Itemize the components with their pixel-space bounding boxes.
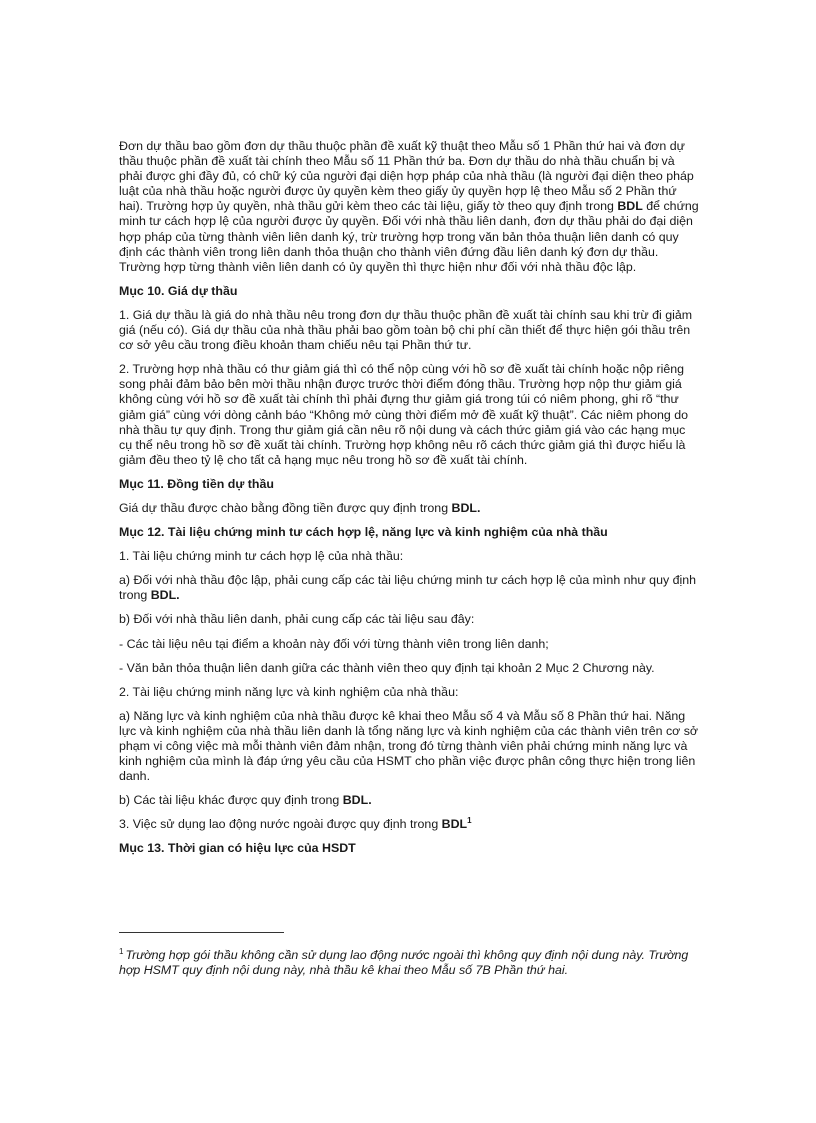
muc12-paragraph-2a: a) Năng lực và kinh nghiệm của nhà thầu được kê khai theo Mẫu số 4 và Mẫu số 8 Phần thứ hai. Năng lực và kinh nghiệm của nhà thầu liên danh là tổng năng lực và kinh nghiệm của các thành viên trên cơ sở phạm vi công việc mà mỗi thành viên đảm nhận, trong đó từng thành viên phải chứng minh năng lực và kinh nghiệm của mình là đáp ứng yêu cầu của HSMT cho phần việc được phân công thực hiện trong liên danh. [119, 708, 699, 784]
document-body [119, 139, 699, 866]
bdl-reference: BDL. [342, 793, 372, 808]
muc10-paragraph-2: 2. Trường hợp nhà thầu có thư giảm giá thì có thể nộp cùng với hồ sơ đề xuất tài chính hoặc nộp riêng song phải đảm bảo bên mời thầu nhận được trước thời điểm đóng thầu. Trường hợp nộp thư giảm giá không cùng với hồ sơ đề xuất tài chính thì phải đựng thư giảm giá trong túi có niêm phong, ghi rõ “thư giảm giá” cùng với dòng cảnh báo “Không mở cùng thời điểm mở đề xuất kỹ thuật”. Các niêm phong do nhà thầu tự quy định. Trong thư giảm giá cần nêu rõ nội dung và cách thức giảm giá vào các hạng mục cụ thể nêu trong hồ sơ đề xuất tài chính. Trường hợp không nêu rõ cách thức giảm giá thì được hiểu là giảm đều theo tỷ lệ cho tất cả hạng mục nêu trong hồ sơ đề xuất tài chính. [119, 362, 689, 467]
muc12-paragraph-3: 3. Việc sử dụng lao động nước ngoài được quy định trong BDL$^1$ [119, 816, 472, 832]
muc12-bullet-2: - Văn bản thỏa thuận liên danh giữa các thành viên theo quy định tại khoản 2 Mục 2 Chương này. [119, 660, 655, 675]
section-heading-muc-13: Mục 13. Thời gian có hiệu lực của HSDT [119, 841, 356, 856]
muc12-paragraph-2b: b) Các tài liệu khác được quy định trong BDL. [119, 793, 372, 808]
section-heading-muc-11: Mục 11. Đồng tiền dự thầu [119, 476, 274, 491]
muc12-paragraph-1a: a) Đối với nhà thầu độc lập, phải cung cấp các tài liệu chứng minh tư cách hợp lệ của mình như quy định trong BDL. [119, 573, 697, 603]
muc11-paragraph-1: Giá dự thầu được chào bằng đồng tiền được quy định trong BDL. [119, 500, 481, 515]
intro-paragraph: Đơn dự thầu bao gồm đơn dự thầu thuộc phần đề xuất kỹ thuật theo Mẫu số 1 Phần thứ hai và đơn dự thầu thuộc phần đề xuất tài chính theo Mẫu số 11 Phần thứ ba. Đơn dự thầu do nhà thầu chuẩn bị và phải được ghi đầy đủ, có chữ ký của người đại diện hợp pháp của nhà thầu (là người đại diện theo pháp luật của nhà thầu hoặc người được ủy quyền kèm theo giấy ủy quyền hợp lệ theo Mẫu số 2 Phần thứ hai). Trường hợp ủy quyền, nhà thầu gửi kèm theo các tài liệu, giấy tờ theo quy định trong BDL để chứng minh tư cách hợp lệ của người được ủy quyền. Đối với nhà thầu liên danh, đơn dự thầu phải do đại diện hợp pháp của từng thành viên liên danh ký, trừ trường hợp trong văn bản thỏa thuận liên danh có quy định các thành viên trong liên danh thỏa thuận cho thành viên đứng đầu liên danh ký đơn dự thầu. Trường hợp từng thành viên liên danh có ủy quyền thì thực hiện như đối với nhà thầu độc lập. [119, 139, 699, 274]
muc12-bullet-1: - Các tài liệu nêu tại điểm a khoản này đối với từng thành viên trong liên danh; [119, 636, 549, 651]
footnote-separator [119, 932, 284, 933]
bdl-reference: BDL. [150, 588, 180, 603]
muc12-paragraph-1: 1. Tài liệu chứng minh tư cách hợp lệ của nhà thầu: [119, 549, 404, 564]
muc12-paragraph-2: 2. Tài liệu chứng minh năng lực và kinh nghiệm của nhà thầu: [119, 684, 459, 699]
bdl-reference: BDL [441, 817, 468, 832]
footnote-reference[interactable]: 1 [467, 816, 472, 826]
bdl-reference: BDL [617, 199, 643, 214]
muc10-paragraph-1: 1. Giá dự thầu là giá do nhà thầu nêu trong đơn dự thầu thuộc phần đề xuất tài chính sau khi trừ đi giảm giá (nếu có). Giá dự thầu của nhà thầu phải bao gồm toàn bộ chi phí cần thiết để thực hiện gói thầu trên cơ sở yêu cầu trong điều khoản tham chiếu nêu tại Phần thứ tư. [119, 307, 693, 353]
section-heading-muc-12: Mục 12. Tài liệu chứng minh tư cách hợp lệ, năng lực và kinh nghiệm của nhà thầu [119, 525, 608, 540]
muc12-paragraph-1b: b) Đối với nhà thầu liên danh, phải cung cấp các tài liệu sau đây: [119, 612, 475, 627]
section-heading-muc-10: Mục 10. Giá dự thầu [119, 283, 238, 298]
footnote [119, 948, 699, 978]
footnote-text: Trường hợp gói thầu không cần sử dụng lao động nước ngoài thì không quy định nội dung này. Trường hợp HSMT quy định nội dung này, nhà thầu kê khai theo Mẫu số 7B Phần thứ hai. [119, 948, 689, 978]
footnote-number: 1 [119, 946, 124, 956]
bdl-reference: BDL. [451, 500, 481, 515]
